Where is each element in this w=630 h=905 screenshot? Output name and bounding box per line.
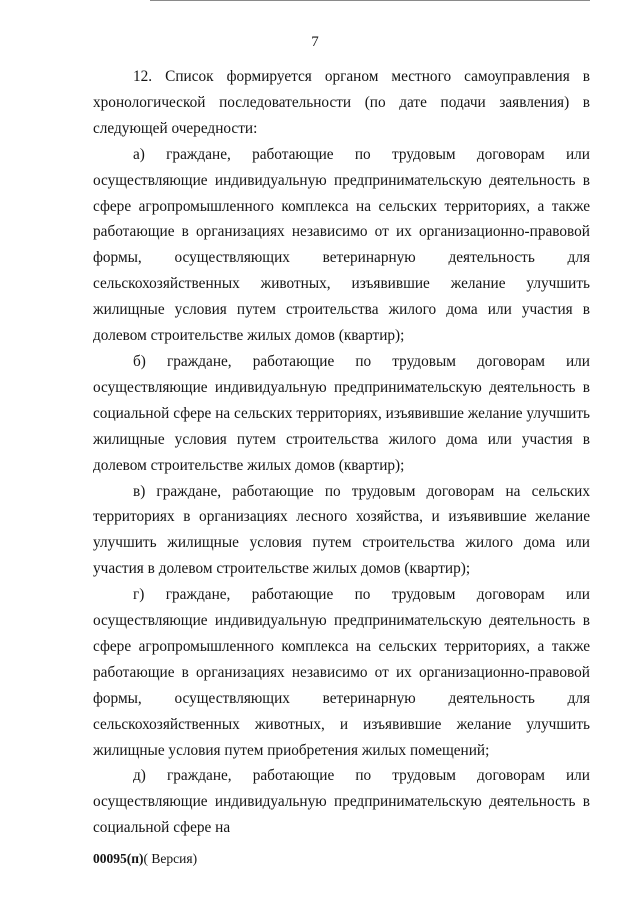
page-number: 7 (311, 34, 319, 50)
footer (93, 851, 197, 867)
paragraph-b: б) граждане, работающие по трудовым договорам или осуществляющие индивидуальную предпринимательскую деятельность в социальной сфере на сельских территориях, изъявившие желание улучшить жилищные условия путем строительства жилого дома или участия в долевом строительстве жилых домов (квартир); (93, 352, 590, 474)
version-label: ( Версия) (143, 851, 198, 866)
paragraph-12: 12. Список формируется органом местного самоуправления в хронологической последовательности (по дате подачи заявления) в следующей очередности: (93, 68, 590, 137)
paragraph-v: в) граждане, работающие по трудовым договорам на сельских территориях в организациях лесного хозяйства, и изъявившие желание улучшить жилищные условия путем строительства жилого дома или участия в долевом строительстве жилых домов (квартир); (93, 482, 590, 578)
top-rule (150, 0, 590, 1)
document-code: 00095(п) (93, 851, 144, 866)
paragraph-d: д) граждане, работающие по трудовым договорам или осуществляющие индивидуальную предпринимательскую деятельность в социальной сфере на (93, 767, 590, 837)
paragraph-g: г) граждане, работающие по трудовым договорам или осуществляющие индивидуальную предпринимательскую деятельность в сфере агропромышленного комплекса на сельских территориях, а также работающие в организациях независимо от их организационно-правовой формы, осуществляющих ветеринарную деятельность для сельскохозяйственных животных, и изъявившие желание улучшить жилищные условия путем приобретения жилых помещений; (93, 586, 590, 759)
document-body (93, 64, 590, 841)
paragraph-a: а) граждане, работающие по трудовым договорам или осуществляющие индивидуальную предпринимательскую деятельность в сфере агропромышленного комплекса на сельских территориях, а также работающие в организациях независимо от их организационно-правовой формы, осуществляющих ветеринарную деятельность для сельскохозяйственных животных, изъявившие желание улучшить жилищные условия путем строительства жилого дома или участия в долевом строительстве жилых домов (квартир); (93, 145, 590, 345)
